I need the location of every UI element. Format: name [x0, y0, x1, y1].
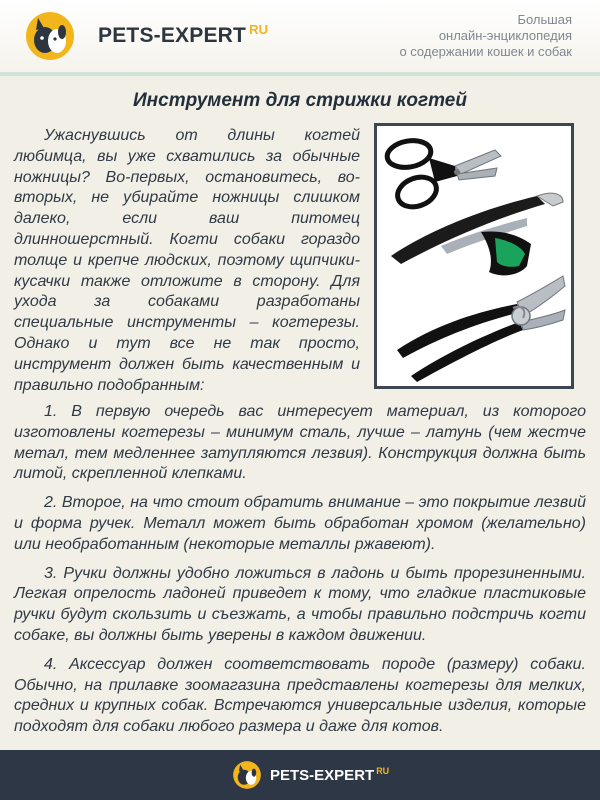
brand-suffix: RU: [249, 22, 269, 37]
cat-dog-logo-icon[interactable]: [232, 760, 262, 790]
tip-paragraph: 2. Второе, на что стоит обратить внимание – это покрытие лезвий и форма ручек. Металл может быть обработан хромом (желательно) или необработанным (некоторые металлы ржавеют).: [14, 494, 586, 553]
intro-paragraph: Ужаснувшись от длины когтей любимца, вы уже схватились за обычные ножницы? Во-первых, остановитесь, во-вторых, не убирайте ножницы слишком далеко, если ваш питомец длинношерстный. Когти собаки гораздо толще и крепче людских, поэтому щипчики-кусачки также отложите в сторону. Для ухода за собаками разработаны специальные инструменты – когтерезы. Однако и тут все не так просто, инструмент должен быть качественным и правильно подобранным:: [14, 127, 360, 394]
footer-brand-text: PETS-EXPERT: [270, 767, 375, 784]
footer-brand[interactable]: [270, 766, 389, 784]
tagline-line: онлайн-энциклопедия: [438, 28, 572, 43]
site-header: [0, 0, 600, 76]
tip-paragraph: 3. Ручки должны удобно ложиться в ладонь и быть прорезиненными. Легкая опрелость ладоней приведет к тому, что гладкие пластиковые ручки будут скользить и съезжать, а чтобы правильно подстричь когти собаке, вы должны быть уверены в каждом движении.: [14, 564, 586, 644]
tip-paragraph: 4. Аксессуар должен соответствовать породе (размеру) собаки. Обычно, на прилавке зоомагазина представлены когтерезы для мелких, средних и крупных собак. Встречаются универсальные изделия, которые подходят для собаки любого размера и даже для котов.: [14, 655, 586, 736]
cat-dog-logo-icon[interactable]: [24, 10, 76, 62]
tagline-line: о содержании кошек и собак: [399, 44, 572, 59]
site-footer: [0, 750, 600, 800]
nail-clippers-illustration: [377, 126, 571, 386]
site-tagline: [399, 12, 572, 60]
tagline-line: Большая: [517, 12, 572, 27]
brand-name[interactable]: [98, 22, 268, 48]
tip-paragraph: 1. В первую очередь вас интересует материал, из которого изготовлены когтерезы – минимум сталь, лучше – латунь (чем жестче метал, тем медленнее затупляются лезвия). Конструкция должна быть литой, скрепленной клепками.: [14, 403, 586, 483]
brand-text: PETS-EXPERT: [98, 24, 247, 47]
scissor-clipper-icon: [385, 137, 501, 212]
footer-brand-suffix: RU: [376, 766, 390, 776]
tips-list: [14, 402, 586, 746]
nail-clippers-photo: [374, 123, 574, 389]
plier-clipper-icon: [397, 276, 565, 382]
article-title: Инструмент для стрижки когтей: [133, 90, 467, 111]
